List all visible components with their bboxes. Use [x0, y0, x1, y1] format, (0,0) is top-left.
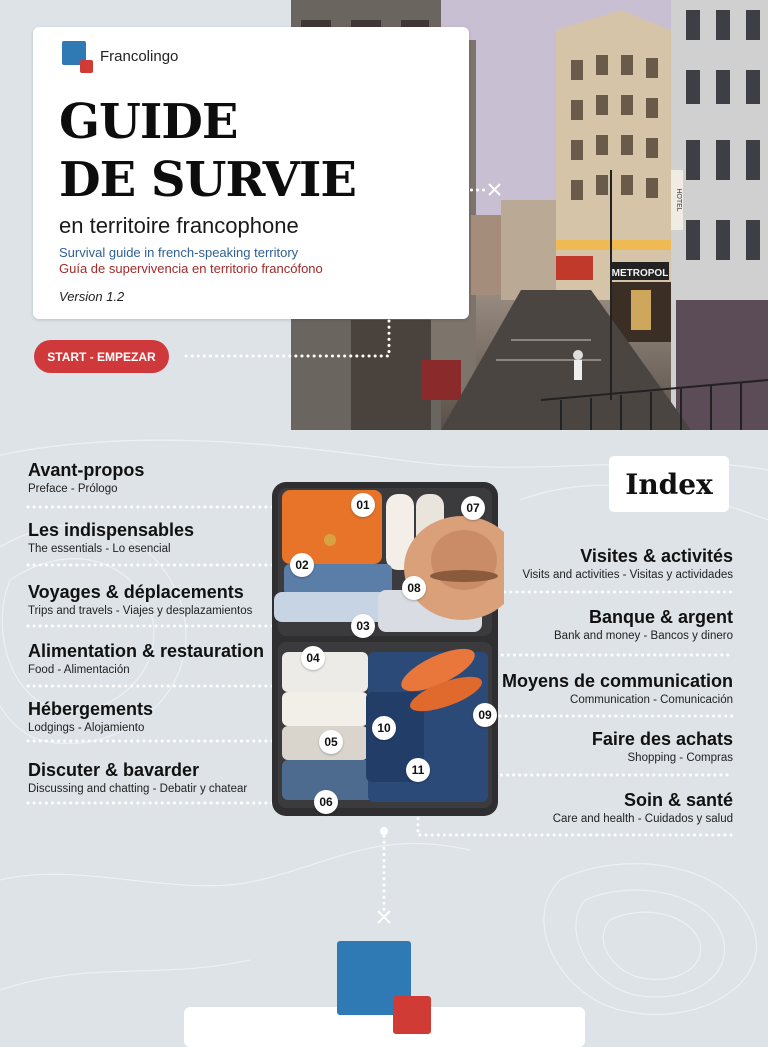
cross-marker-bottom	[378, 911, 390, 923]
section-faire-des-achats[interactable]	[592, 728, 733, 765]
section-moyens-communication[interactable]	[502, 670, 733, 707]
section-subtitle: Lodgings - Alojamiento	[28, 722, 145, 734]
marker-08[interactable]: 08	[402, 576, 426, 600]
marker-05[interactable]: 05	[319, 730, 343, 754]
section-title: Banque & argent	[588, 607, 733, 627]
section-title: Hébergements	[28, 699, 154, 719]
section-discuter-bavarder[interactable]	[28, 759, 247, 796]
marker-07[interactable]: 07	[461, 496, 485, 520]
section-subtitle: Shopping - Compras	[627, 752, 733, 764]
section-les-indispensables[interactable]	[28, 519, 194, 556]
section-title: Discuter & bavarder	[28, 760, 200, 780]
section-subtitle: Food - Alimentación	[28, 664, 130, 676]
title-line-2: DE SURVIE	[59, 152, 356, 208]
marker-04[interactable]: 04	[301, 646, 325, 670]
section-subtitle: Discussing and chatting - Debatir y chatear	[28, 783, 248, 795]
hotel-sign: HOTEL	[675, 188, 682, 212]
section-avant-propos[interactable]	[28, 459, 144, 496]
subtitle: en territoire francophone	[59, 213, 299, 238]
section-title: Faire des achats	[591, 729, 733, 749]
section-soin-sante[interactable]	[553, 789, 733, 826]
index-heading: Index	[609, 456, 729, 512]
section-voyages-deplacements[interactable]	[28, 581, 252, 618]
metropol-sign: METROPOL	[611, 268, 669, 279]
bottom-red-square	[393, 996, 431, 1034]
marker-06[interactable]: 06	[314, 790, 338, 814]
version-label: Version 1.2	[59, 289, 125, 304]
section-subtitle: Bank and money - Bancos y dinero	[554, 630, 733, 642]
subtitle-english: Survival guide in french-speaking territory	[59, 245, 299, 260]
marker-10[interactable]: 10	[372, 716, 396, 740]
section-visites-activites[interactable]	[523, 545, 734, 582]
section-alimentation-restauration[interactable]	[28, 640, 264, 677]
section-title: Visites & activités	[580, 546, 733, 566]
section-subtitle: Trips and travels - Viajes y desplazamientos	[28, 605, 253, 617]
section-subtitle: Preface - Prólogo	[28, 483, 118, 495]
section-subtitle: The essentials - Lo esencial	[28, 543, 171, 555]
section-title: Moyens de communication	[501, 671, 733, 691]
marker-02[interactable]: 02	[290, 553, 314, 577]
section-title: Alimentation & restauration	[28, 641, 265, 661]
section-subtitle: Visits and activities - Visitas y actividades	[522, 569, 733, 581]
guide-title	[59, 93, 356, 209]
start-button[interactable]: START - EMPEZAR	[34, 340, 169, 373]
title-card	[33, 27, 469, 319]
title-line-1: GUIDE	[59, 94, 238, 150]
marker-03[interactable]: 03	[351, 614, 375, 638]
section-hebergements[interactable]	[28, 698, 153, 735]
marker-01[interactable]: 01	[351, 493, 375, 517]
section-title: Les indispensables	[28, 520, 195, 540]
marker-09[interactable]: 09	[473, 703, 497, 727]
section-title: Avant-propos	[28, 460, 145, 480]
francolingo-logo-icon	[62, 41, 96, 75]
section-subtitle: Communication - Comunicación	[570, 694, 733, 706]
section-title: Voyages & déplacements	[28, 582, 244, 602]
marker-11[interactable]: 11	[406, 758, 430, 782]
section-banque-argent[interactable]	[554, 606, 733, 643]
subtitle-spanish: Guía de supervivencia en territorio francófono	[59, 261, 323, 276]
section-subtitle: Care and health - Cuidados y salud	[552, 813, 733, 825]
brand-name: Francolingo	[100, 48, 179, 65]
section-title: Soin & santé	[623, 790, 733, 810]
